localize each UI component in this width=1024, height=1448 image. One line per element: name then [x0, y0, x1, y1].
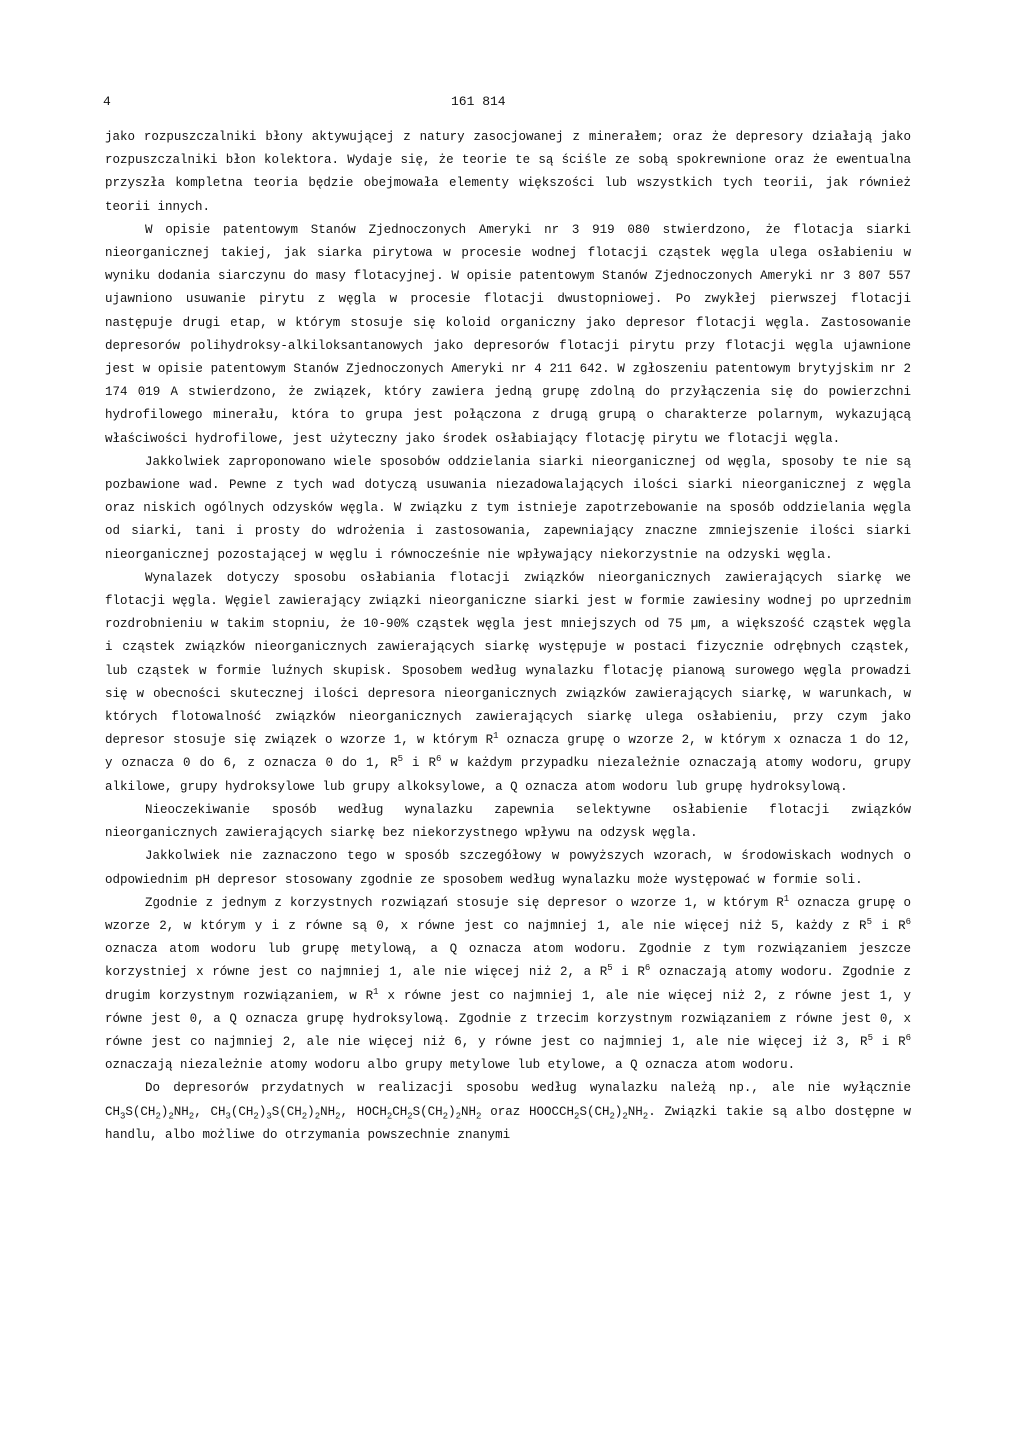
subscript: 2	[609, 1111, 615, 1122]
superscript: 5	[866, 916, 872, 927]
text-run: i R	[872, 1034, 906, 1049]
text-run: , CH	[194, 1104, 226, 1119]
page-header	[105, 90, 911, 126]
paragraph-4	[105, 567, 911, 799]
subscript: 2	[407, 1111, 413, 1122]
subscript: 2	[155, 1111, 161, 1122]
text-run: )	[160, 1104, 169, 1119]
subscript: 2	[642, 1111, 649, 1122]
text-run: NH	[173, 1104, 189, 1119]
text-run: Wynalazek dotyczy sposobu osłabiania flotacji związków nieorganicznych zawierających siarkę we flotacji węgla. Węgiel zawierający związki nieorganiczne siarki jest w formie zawiesiny wodnej po uprzednim rozdrobnieniu w takim stopniu, że 10-90% cząstek węgla jest mniejszych od 75 µm, a większość cząstek węgla i cząstek związków nieorganicznych zawierających siarkę występuje w postaci fizycznie odrębnych cząstek, lub cząstek w formie luźnych skupisk. Sposobem według wynalazku flotację pianową surowego węgla prowadzi się w obecności skutecznej ilości depresora nieorganicznych związków zawierających siarkę, w warunkach, w których flotowalność związków nieorganicznych zawierających siarkę ulega osłabieniu, przy czym jako depresor stosuje się związek o wzorze 1, w którym R	[105, 570, 911, 748]
text-run: oznaczają niezależnie atomy wodoru albo grupy metylowe lub etylowe, a Q oznacza atom wodoru.	[105, 1058, 796, 1073]
patent-number: 161 814	[451, 94, 506, 109]
subscript: 3	[225, 1111, 231, 1122]
text-run: )	[614, 1104, 623, 1119]
paragraph-5: Nieoczekiwanie sposób według wynalazku zapewnia selektywne osłabienie flotacji związków nieorganicznych zawierających siarkę bez niekorzystnego wpływu na odzysk węgla.	[105, 802, 911, 841]
document-page	[105, 90, 911, 1147]
superscript: 1	[783, 893, 790, 904]
text-run: )	[307, 1104, 315, 1119]
subscript: 2	[301, 1111, 308, 1122]
text-run: S(CH	[271, 1104, 302, 1119]
paragraph-2: W opisie patentowym Stanów Zjednoczonych Ameryki nr 3 919 080 stwierdzono, że flotacja siarki nieorganicznej takiej, jak siarka pirytowa w procesie wodnej flotacji cząstek węgla ulega osłabieniu w wyniku dodania siarczynu do masy flotacyjnej. W opisie patentowym Stanów Zjednoczonych Ameryki nr 3 807 557 ujawniono usuwanie pirytu z węgla w procesie flotacji dwustopniowej. Po zwykłej pierwszej flotacji następuje drugi etap, w którym stosuje się koloid organiczny jako depresor flotacji węgla. Zastosowanie depresorów polihydroksy-alkiloksantanowych jako depresorów flotacji pirytu przy flotacji węgla ujawnione jest w opisie patentowym Stanów Zjednoczonych Ameryki nr 4 211 642. W zgłoszeniu patentowym brytyjskim nr 2 174 019 A stwierdzono, że związek, który zawiera jedną grupę zdolną do przyłączenia się do powierzchni hydrofilowego minerału, która to grupa jest połączona z drugą grupą o charakterze polarnym, wykazującą właściwości hydrofilowe, jest użyteczny jako środek osłabiający flotację pirytu we flotacji węgla.	[105, 222, 911, 446]
superscript: 5	[607, 963, 613, 974]
subscript: 3	[120, 1111, 126, 1122]
paragraph-7	[105, 892, 911, 1078]
subscript: 2	[442, 1111, 449, 1122]
text-run: i R	[871, 918, 906, 933]
text-run: , HOCH	[340, 1104, 387, 1119]
text-run: oraz HOOCCH	[481, 1104, 575, 1119]
superscript: 6	[436, 754, 442, 765]
text-run: Do depresorów przydatnych w realizacji sposobu według wynalazku należą np., ale nie wyłącznie CH	[105, 1081, 911, 1119]
text-run: oznacza atom wodoru lub grupę metylową, a Q oznacza atom wodoru. Zgodnie z tym rozwiązaniem jeszcze korzystniej x równe jest co najmniej 1, ale nie więcej niż 2, a R	[105, 942, 911, 980]
paragraph-6: Jakkolwiek nie zaznaczono tego w sposób szczegółowy w powyższych wzorach, w środowiskach wodnych o odpowiednim pH depresor stosowany zgodnie ze sposobem według wynalazku może występować w formie soli.	[105, 849, 911, 887]
text-run: oznaczają atomy wodoru. Zgodnie z drugim korzystnym rozwiązaniem, w R	[105, 965, 911, 1003]
subscript: 2	[314, 1111, 321, 1122]
superscript: 5	[867, 1032, 873, 1043]
text-run: S(CH	[579, 1104, 610, 1119]
text-run: oznacza grupę o wzorze 2, w którym y i z równe są 0, x równe jest co najmniej 1, ale nie więcej niż 5, każdy z R	[105, 895, 911, 933]
subscript: 2	[188, 1111, 195, 1122]
text-run: x równe jest co najmniej 1, ale nie więcej niż 2, z równe jest 1, y równe jest 0, a Q oznacza grupę hydroksylową. Zgodnie z trzecim korzystnym rozwiązaniem z równe jest 0, x równe jest co najmniej 2, ale nie więcej niż 6, y równe jest co najmniej 1, ale nie więcej iż 3, R	[105, 988, 911, 1049]
text-run: (CH	[230, 1104, 254, 1119]
subscript: 2	[476, 1111, 482, 1122]
superscript: 1	[493, 731, 499, 742]
text-run: CH	[392, 1104, 408, 1119]
text-run: . Związki takie są albo dostępne w handlu, albo możliwe do otrzymania powszechnie znanymi	[105, 1104, 912, 1142]
subscript: 2	[455, 1111, 461, 1122]
page-number: 4	[103, 94, 111, 109]
body-text	[105, 126, 911, 1147]
text-run: i R	[402, 756, 436, 771]
text-run: )	[258, 1104, 267, 1119]
text-run: )	[448, 1104, 456, 1119]
text-run: w każdym przypadku niezależnie oznaczają atomy wodoru, grupy alkilowe, grupy hydroksylowe lub grupy alkoksylowe, a Q oznacza atom wodoru lub grupę hydroksylową.	[105, 756, 911, 794]
subscript: 2	[574, 1111, 580, 1122]
superscript: 5	[397, 754, 403, 765]
text-run: Zgodnie z jednym z korzystnych rozwiązań stosuje się depresor o wzorze 1, w którym R	[145, 895, 784, 910]
text-run: S(CH	[412, 1104, 443, 1119]
subscript: 2	[386, 1111, 393, 1122]
superscript: 6	[905, 1032, 911, 1043]
text-run: S(CH	[125, 1104, 156, 1119]
subscript: 2	[335, 1111, 341, 1122]
superscript: 1	[373, 986, 379, 997]
text-run: i R	[612, 965, 645, 980]
text-run: NH	[461, 1104, 477, 1119]
superscript: 6	[644, 963, 651, 974]
text-run: NH	[627, 1104, 643, 1119]
subscript: 2	[168, 1111, 174, 1122]
paragraph-1: jako rozpuszczalniki błony aktywującej z natury zasocjowanej z minerałem; oraz że depresory działają jako rozpuszczalniki błon kolektora. Wydaje się, że teorie te są ściśle ze sobą spokrewnione oraz że ewentualna przyszła kompletna teoria będzie obejmowała elementy większości lub wszystkich tych teorii, jak również teorii innych.	[105, 130, 911, 214]
text-run: NH	[320, 1104, 336, 1119]
paragraph-3: Jakkolwiek zaproponowano wiele sposobów oddzielania siarki nieorganicznej od węgla, sposoby te nie są pozbawione wad. Pewne z tych wad dotyczą usuwania niezadowalających ilości siarki nieorganicznej z węgla oraz niskich ogólnych odzysków węgla. W związku z tym istnieje zapotrzebowanie na sposób oddzielania węgla od siarki, tani i prosty do wdrożenia i zastosowania, zapewniający znaczne zmniejszenie ilości siarki nieorganicznej pozostającej w węglu i równocześnie nie wpływający niekorzystnie na odzyski węgla.	[105, 454, 911, 562]
subscript: 3	[266, 1111, 272, 1122]
subscript: 2	[622, 1111, 628, 1122]
superscript: 6	[905, 916, 911, 927]
paragraph-8	[105, 1077, 911, 1147]
subscript: 2	[253, 1111, 259, 1122]
text-run: oznacza grupę o wzorze 2, w którym x oznacza 1 do 12, y oznacza 0 do 6, z oznacza 0 do 1, R	[105, 733, 911, 771]
